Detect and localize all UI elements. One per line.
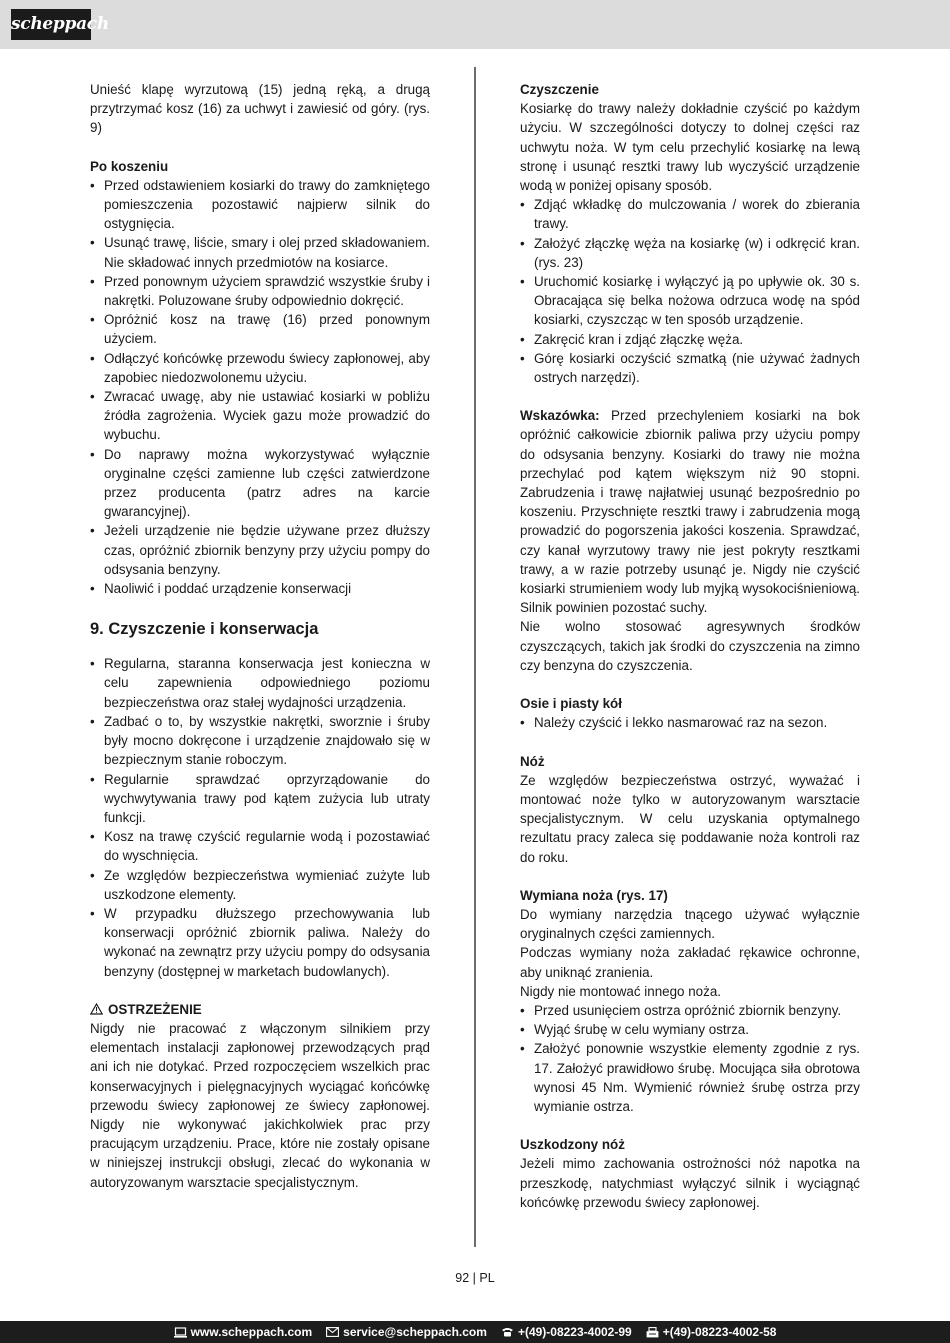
phone-icon <box>501 1327 514 1337</box>
blade-heading: Nóż <box>520 753 545 769</box>
footer-fax: +(49)-08223-4002-58 <box>646 1325 777 1339</box>
blade-change-list <box>520 1001 860 1116</box>
list-item: • Należy czyścić i lekko nasmarować raz na sezon. <box>520 715 828 731</box>
hint-paragraph: Wskazówka: Przed przechyleniem kosiarki na bok opróżnić całkowicie zbiornik paliwa przy użyciu pompy do odsysania benzyny. Kosiarki do trawy nie można przechylać pod kątem większym niż 90 stopni. Zabrudzenia i trawę najłatwiej usunąć bezpośrednio po koszeniu. Przyschnięte resztki trawy i zabrudzenia mogą prowadzić do pogorszenia jakości koszenia. Sprawdzać, czy kanał wyrzutowy trawy nie jest pokryty resztkami trawy, a w razie potrzeby usunąć je. Nigdy nie czyścić kosiarki strumieniem wody lub myjką wysokociśnieniową. Silnik powinien pozostać suchy. <box>520 408 860 616</box>
list-item: • Naoliwić i poddać urządzenie konserwacji <box>90 581 352 597</box>
list-item: • Wyjąć śrubę w celu wymiany ostrza. <box>520 1022 749 1038</box>
list-item: • Regularna, staranna konserwacja jest konieczna w celu zapewnienia odpowiedniego poziomu bezpieczeństwa oraz stałej wydajności urządzenia. <box>90 656 430 710</box>
list-item: • Do naprawy można wykorzystywać wyłącznie oryginalne części zamienne lub części zatwierdzone przez producenta (patrz adres na karcie gwarancyjnej). <box>90 446 430 520</box>
list-item: • Usunąć trawę, liście, smary i olej przed składowaniem. Nie składować innych przedmiotów na kosiarce. <box>90 235 430 270</box>
cleaning-text: Kosiarkę do trawy należy dokładnie czyścić po każdym użyciu. W szczególności dotyczy to dolnej części raz uchwytu noża. W tym celu przechylić kosiarkę na lewą stronę i usunąć resztki trawy lub wyczyścić urządzenie wodą w poniżej opisany sposób. <box>520 101 860 194</box>
axles-list <box>520 713 860 732</box>
list-item: • W przypadku dłuższego przechowywania lub konserwacji opróżnić zbiornik paliwa. Należy do wykonać na zewnątrz przy użyciu pompy do odsysania benzyny (dostępnej w marketach budowlanych). <box>90 905 430 979</box>
damaged-blade-heading: Uszkodzony nóż <box>520 1137 625 1153</box>
blade-change-line: Do wymiany narzędzia tnącego używać wyłącznie oryginalnych części zamiennych. <box>520 906 860 942</box>
list-item: • Kosz na trawę czyścić regularnie wodą i pozostawiać do wyschnięcia. <box>90 829 430 864</box>
intro-paragraph: Unieść klapę wyrzutową (15) jedną ręką, a drugą przytrzymać kosz (16) za uchwyt i zawiesić od góry. (rys. 9) <box>90 82 430 136</box>
list-item: • Regularnie sprawdzać oprzyrządowanie do wychwytywania trawy pod kątem zużycia lub utraty funkcji. <box>90 771 430 825</box>
column-divider <box>474 67 476 1247</box>
warning-heading: OSTRZEŻENIE <box>90 1000 430 1019</box>
header-bar <box>0 0 950 49</box>
cleaning-heading: Czyszczenie <box>520 82 599 97</box>
list-item: • Opróżnić kosz na trawę (16) przed ponownym użyciem. <box>90 312 430 347</box>
warning-text: Nigdy nie pracować z włączonym silnikiem przy elementach instalacji zapłonowej przewodzących prąd ani ich nie dotykać. Przed rozpoczęciem wszelkich prac konserwacyjnych i pielęgnacyjnych wyciągać końcówkę przewodu świecy zapłonowej ze świecy zapłonowej. Nigdy nie wykonywać jakichkolwiek prac przy pracującym urządzeniu. Prace, które nie zostały opisane w niniejszej instrukcji obsługi, zlecać do wykonania w autoryzowanym warsztacie specjalistycznym. <box>90 1020 430 1190</box>
blade-change-line: Podczas wymiany noża zakładać rękawice ochronne, aby uniknąć zranienia. <box>520 945 860 980</box>
warning-icon <box>90 1003 103 1015</box>
section-heading: 9. Czyszczenie i konserwacja <box>90 620 319 639</box>
damaged-blade-text: Jeżeli mimo zachowania ostrożności nóż napotka na przeszkodę, natychmiast wyłączyć silnik i wyciągnąć końcówkę przewodu świecy zapłonowej. <box>520 1156 860 1210</box>
list-item: • Przed odstawieniem kosiarki do trawy do zamkniętego pomieszczenia pozostawić najpierw silnik do ostygnięcia. <box>90 177 430 232</box>
list-item: • Przed ponownym użyciem sprawdzić wszystkie śruby i nakrętki. Poluzowane śruby odpowiednio dokręcić. <box>90 273 430 309</box>
maintenance-list <box>90 654 430 980</box>
page-number: 92 | PL <box>455 1271 495 1285</box>
after-mowing-heading: Po koszeniu <box>90 158 169 174</box>
list-item: • Zakręcić kran i zdjąć złączkę węża. <box>520 331 744 347</box>
list-item: • Zdjąć wkładkę do mulczowania / worek do zbierania trawy. <box>520 197 860 232</box>
list-item: • Odłączyć końcówkę przewodu świecy zapłonowej, aby zapobiec niedozwolonemu użyciu. <box>90 350 430 385</box>
blade-change-heading: Wymiana noża (rys. 17) <box>520 887 668 903</box>
hint-label: Wskazówka: <box>520 408 600 424</box>
list-item: • Jeżeli urządzenie nie będzie używane przez dłuższy czas, opróżnić zbiornik benzyny przy użyciu pompy do odsysania benzyny. <box>90 523 430 577</box>
list-item: • Ze względów bezpieczeństwa wymieniać zużyte lub uszkodzone elementy. <box>90 867 430 902</box>
left-column <box>90 80 430 1192</box>
footer-web[interactable]: www.scheppach.com <box>174 1325 313 1339</box>
list-item: • Przed usunięciem ostrza opróżnić zbiornik benzyny. <box>520 1002 842 1018</box>
list-item: • Założyć ponownie wszystkie elementy zgodnie z rys. 17. Założyć prawidłowo śrubę. Mocująca siła obrotowa wynosi 45 Nm. Wymienić również śrubę ostrza przy wymianie ostrza. <box>520 1041 860 1114</box>
right-column <box>520 80 860 1212</box>
fax-icon <box>646 1327 659 1338</box>
axles-heading: Osie i piasty kół <box>520 696 622 712</box>
footer-bar <box>0 1321 950 1343</box>
hint-paragraph-2: Nie wolno stosować agresywnych środków czyszczących, takich jak środki do czyszczenia na zimno czy benzyna do czyszczenia. <box>520 619 860 673</box>
computer-icon <box>174 1327 187 1338</box>
cleaning-list <box>520 195 860 387</box>
blade-text: Ze względów bezpieczeństwa ostrzyć, wyważać i montować noże tylko w autoryzowanym warsztacie specjalistycznym. W celu uzyskania optymalnego rezultatu pracy zaleca się poddawanie noża kontroli raz do roku. <box>520 772 860 865</box>
footer-phone[interactable]: +(49)-08223-4002-99 <box>501 1325 632 1339</box>
list-item: • Zwracać uwagę, aby nie ustawiać kosiarki w pobliżu źródła zagrożenia. Wyciek gazu może prowadzić do wybuchu. <box>90 389 430 443</box>
blade-change-line: Nigdy nie montować innego noża. <box>520 983 721 999</box>
list-item: • Założyć złączkę węża na kosiarkę (w) i odkręcić kran. (rys. 23) <box>520 235 860 270</box>
list-item: • Górę kosiarki oczyścić szmatką (nie używać żadnych ostrych narzędzi). <box>520 350 860 386</box>
list-item: • Zadbać o to, by wszystkie nakrętki, sworznie i śruby były mocno dokręcone i urządzenie znajdowało się w bezpiecznym stanie roboczym. <box>90 713 430 768</box>
mail-icon <box>326 1327 339 1337</box>
list-item: • Uruchomić kosiarkę i wyłączyć ją po upływie ok. 30 s. Obracająca się belka nożowa odrzuca wodę na spód kosiarki, czyszcząc w ten sposób urządzenie. <box>520 274 860 328</box>
footer-email[interactable]: service@scheppach.com <box>326 1325 487 1339</box>
scheppach-logo: scheppach <box>11 9 91 40</box>
after-mowing-list <box>90 176 430 598</box>
